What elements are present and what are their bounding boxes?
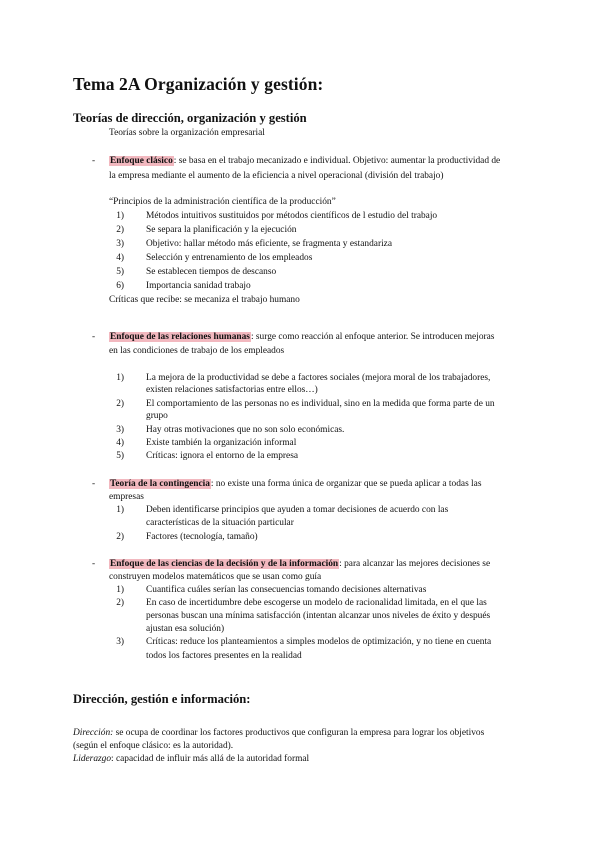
paragraph-text: se ocupa de coordinar los factores productivos que configuran la empresa para lograr los objetivos bbox=[113, 728, 485, 738]
list-item-continuation: personas buscan una mínima satisfacción (intentan alcanzar unos niveles de éxito y después bbox=[146, 611, 491, 621]
bullet-line: construyen modelos matemáticos que se usan como guía bbox=[109, 572, 322, 582]
bullet-line: en las condiciones de trabajo de los empleados bbox=[109, 346, 285, 356]
section-subheading: Teorías sobre la organización empresarial bbox=[109, 128, 265, 138]
bullet-dash: - bbox=[92, 156, 96, 166]
italic-term: Liderazgo bbox=[73, 754, 112, 764]
highlighted-term: Enfoque de las ciencias de la decisión y de la información bbox=[110, 559, 339, 569]
page-title: Tema 2A Organización y gestión: bbox=[73, 74, 324, 94]
document-page: Tema 2A Organización y gestión: Teorías de dirección, organización y gestión Teorías sobre la organización empresarial - Enfoque clásico: se basa en el trabajo mecanizado e individual. Objetivo: aumentar la productividad de la empresa mediante el aumento de la eficiencia a nivel operacional (división del trabajo) “Principios de la administración científica de la producción” 1) Métodos intuitivos sustituidos por métodos científicos de l estudio del trabajo 2) Se separa la planificación y la ejecución 3) Objetivo: hallar método más eficiente, se fragmenta y estandariza 4) Selección y entrenamiento de los empleados 5) Se establecen tiempos de descanso 6) Importancia sanidad trabajo Críticas que recibe: se mecaniza el trabajo humano - Enfoque de las relaciones humanas: surge como reacción al enfoque anterior. Se introducen mejoras en las condiciones de trabajo de los empleados 1) La mejora de la productividad se debe a factores sociales (mejora moral de los trabajadores, existen relaciones satisfactorias entre ellos…) 2) El comportamiento de las personas no es individual, sino en la medida que forma parte de un grupo 3) Hay otras motivaciones que no son solo económicas. 4) Existe también la organización informal 5) Críticas: ignora el entorno de la empresa - Teoría de la contingencia: no existe una forma única de organizar que se pueda aplicar a todas las empresas 1) Deben identificarse principios que ayuden a tomar decisiones de acuerdo con las características de la situación particular 2) Factores (tecnología, tamaño) - Enfoque de las ciencias de la decisión y de la información: para alcanzar las mejores decisiones se construyen modelos matemáticos que se usan como guía 1) Cuantifica cuáles serían las consecuencias tomando decisiones alternativas 2) En caso de incertidumbre debe escogerse un modelo de racionalidad limitada, en el que las personas buscan una mínima satisfacción (intentan alcanzar unos niveles de éxito y después ajustan esa solución) 3) Críticas: reduce los planteamientos a simples modelos de optimización, y no tiene en cuenta todos los factores presentes en la realidad Dirección, gestión e información: Dirección: se ocupa de coordinar los factores productivos que configuran la empresa para lograr los objetivos (según el enfoque clásico: es la autoridad). Liderazgo: capacidad de influir más allá de la autoridad formal bbox=[73, 74, 501, 764]
highlighted-term: Teoría de la contingencia bbox=[110, 479, 210, 489]
paragraph-line: (según el enfoque clásico: es la autoridad). bbox=[73, 741, 234, 751]
paragraph-line bbox=[73, 753, 309, 766]
bullet-text: : surge como reacción al enfoque anterior. Se introducen mejoras bbox=[250, 332, 495, 342]
bullet-dash: - bbox=[92, 479, 96, 489]
quote-line: “Principios de la administración científica de la producción” bbox=[109, 197, 336, 207]
bullet-dash: - bbox=[92, 559, 96, 569]
bullet-text: : no existe una forma única de organizar que se pueda aplicar a todas las bbox=[210, 479, 482, 489]
bullet-text: : se basa en el trabajo mecanizado e individual. Objetivo: aumentar la productividad de bbox=[173, 156, 501, 166]
bullet-line: empresas bbox=[109, 492, 144, 502]
bullet-line: la empresa mediante el aumento de la eficiencia a nivel operacional (división del trabajo) bbox=[109, 171, 444, 181]
bullet-dash: - bbox=[92, 332, 96, 342]
section-heading-teorias: Teorías de dirección, organización y gestión bbox=[73, 111, 307, 125]
bullet-line bbox=[109, 478, 481, 491]
criticas-line: Críticas que recibe: se mecaniza el trabajo humano bbox=[109, 295, 300, 305]
section-heading-direccion: Dirección, gestión e información: bbox=[73, 692, 251, 706]
list-item-continuation: grupo bbox=[146, 411, 168, 421]
bullet-line bbox=[109, 331, 494, 344]
highlighted-term: Enfoque clásico bbox=[110, 156, 173, 166]
bullet-line bbox=[109, 558, 490, 571]
paragraph-line bbox=[73, 727, 484, 740]
list-item-continuation: todos los factores presentes en la realidad bbox=[146, 651, 302, 661]
list-item-continuation: características de la situación particular bbox=[146, 518, 294, 528]
bullet-text: : para alcanzar las mejores decisiones se bbox=[339, 559, 491, 569]
list-item-continuation: ajustan esa solución) bbox=[146, 624, 225, 634]
paragraph-text: : capacidad de influir más allá de la autoridad formal bbox=[111, 754, 310, 764]
bullet-line bbox=[109, 155, 500, 168]
list-item-continuation: existen relaciones satisfactorias entre ellos…) bbox=[146, 385, 318, 395]
italic-term: Dirección: bbox=[73, 728, 114, 738]
highlighted-term: Enfoque de las relaciones humanas bbox=[110, 332, 250, 342]
